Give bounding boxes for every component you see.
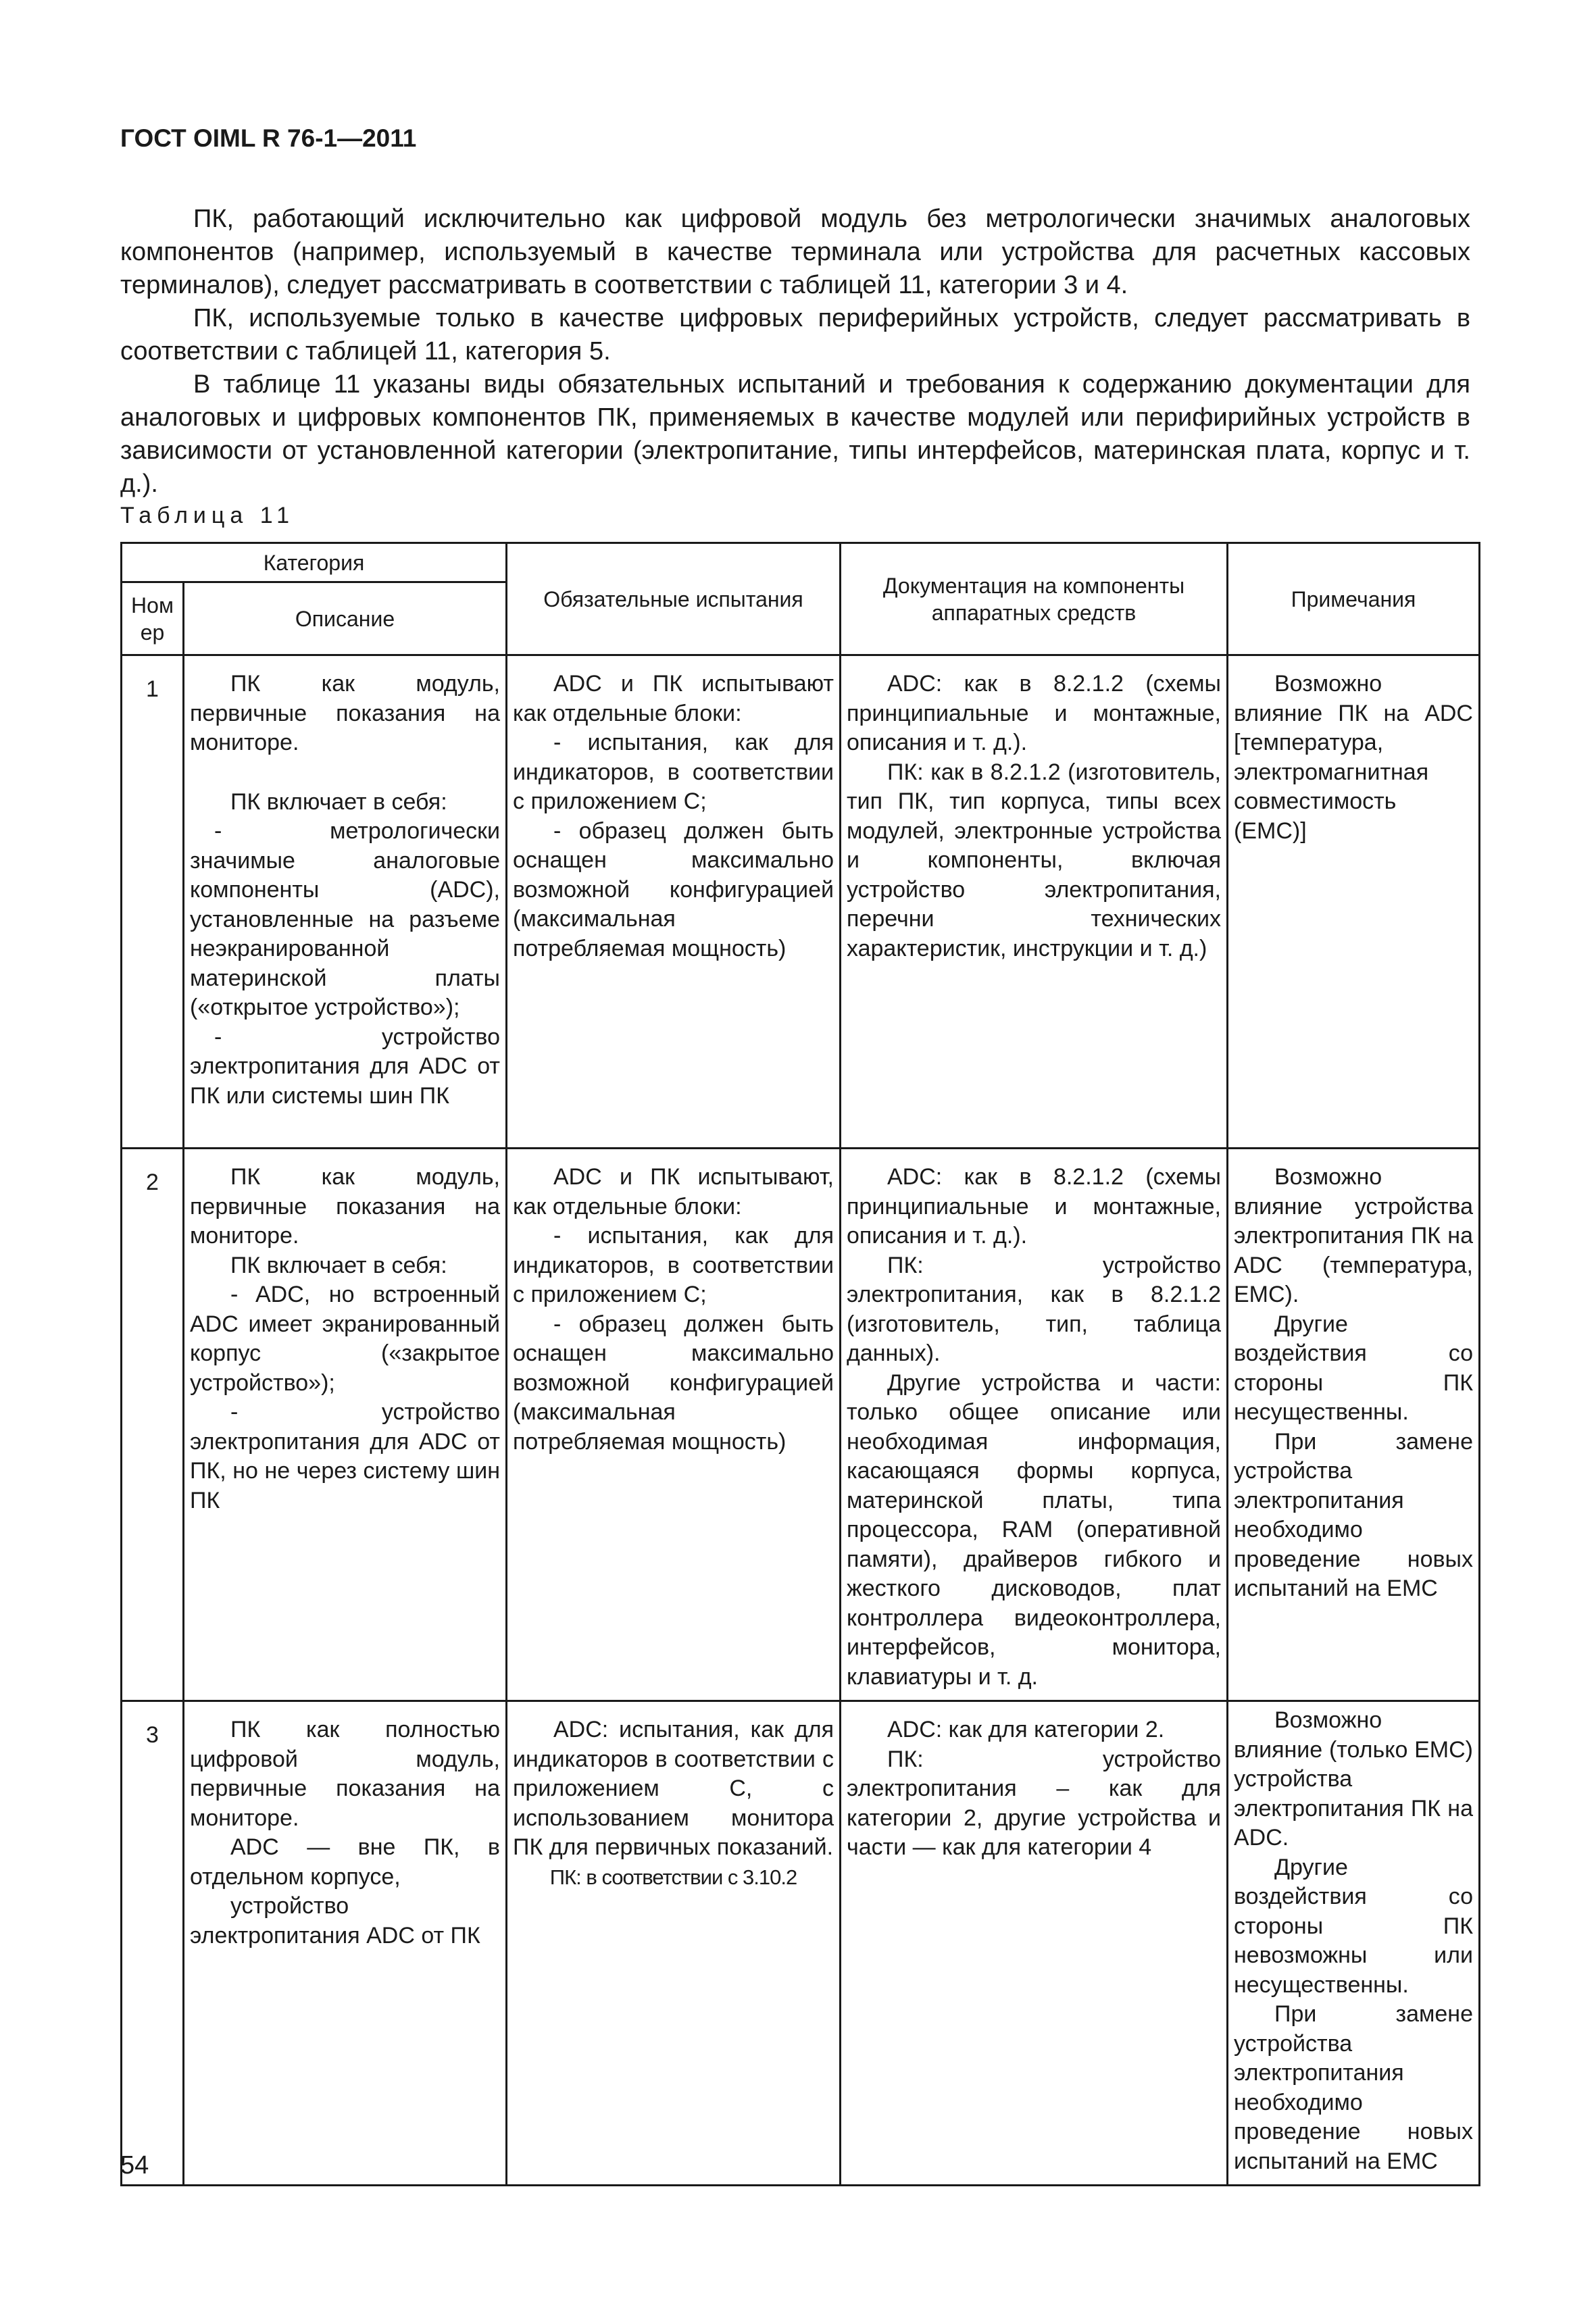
paragraph: В таблице 11 указаны виды обязательных испытаний и требования к содержанию документации для аналоговых и цифровых компонентов ПК, применяемых в качестве модулей или перифирийных устройств в зависимости от установленной категории (электропитание, типы интерфейсов, материнская плата, корпус и т. д.). [120, 370, 1470, 498]
tests-text: - испытания, как для индикаторов, в соответствии с приложением С; [513, 1223, 834, 1307]
header-notes: Примечания [1228, 543, 1480, 655]
notes-cell [1228, 655, 1480, 1149]
description-text: - устройство электропитания для ADC от ПК, но не через систему шин ПК [190, 1399, 500, 1513]
documentation-text: ПК: устройство электропитания, как в 8.2.1.2 (изготовитель, тип, таблица данных). [847, 1252, 1221, 1366]
tests-text: ADC и ПК испытывают, как отдельные блоки: [513, 1164, 834, 1219]
description-cell [184, 655, 507, 1149]
description-text: - ADC, но встроенный ADC имеет экранированный корпус («закрытое устройство»); [190, 1282, 500, 1396]
table-row [122, 1701, 1480, 2186]
tests-cell [507, 1149, 841, 1701]
documentation-cell [841, 655, 1228, 1149]
documentation-cell [841, 1149, 1228, 1701]
documentation-text: ПК: устройство электропитания – как для категории 2, другие устройства и части — как для категории 4 [847, 1746, 1221, 1860]
notes-text: Возможно влияние устройства электропитания ПК на ADC (температура, ЕМС). [1234, 1164, 1473, 1307]
documentation-text: Другие устройства и части: только общее описание или необходимая информация, касающаяся формы корпуса, материнской платы, типа процессора, RAM (оперативной памяти), драйверов гибкого и жесткого дисководов, плат контроллера видеоконтроллера, интерфейсов, монитора, клавиатуры и т. д. [847, 1369, 1221, 1690]
notes-cell [1228, 1701, 1480, 2186]
documentation-text: ADC: как в 8.2.1.2 (схемы принципиальные и монтажные, описания и т. д.). [847, 671, 1221, 755]
notes-cell [1228, 1149, 1480, 1701]
row-number: 3 [122, 1701, 184, 2186]
description-cell [184, 1149, 507, 1701]
tests-text: - образец должен быть оснащен максимально возможной конфигурацией (максимальная потребляемая мощность) [513, 818, 834, 961]
tests-text: ПК: в соответствии с 3.10.2 [549, 1865, 797, 1889]
paragraph: ПК, работающий исключительно как цифровой модуль без метрологически значимых аналоговых компонентов (например, используемый в качестве терминала или устройства для расчетных кассовых терминалов), следует рассматривать в соответствии с таблицей 11, категории 3 и 4. [120, 205, 1470, 299]
notes-text: Возможно влияние (только ЕМС) устройства электропитания ПК на ADC. [1234, 1707, 1473, 1851]
description-text: ПК как модуль, первичные показания на мониторе. [190, 1164, 500, 1249]
notes-text: Другие воздействия со стороны ПК несущественны. [1234, 1311, 1473, 1425]
header-tests: Обязательные испытания [507, 543, 841, 655]
intro-text [120, 203, 1470, 501]
notes-text: При замене устройства электропитания необходимо проведение новых испытаний на ЕМС [1234, 2001, 1473, 2174]
header-documentation: Документация на компоненты аппаратных средств [841, 543, 1228, 655]
tests-cell [507, 655, 841, 1149]
notes-text: Другие воздействия со стороны ПК невозможны или несущественны. [1234, 1854, 1473, 1998]
table-row [122, 655, 1480, 1149]
tests-text: ADC: испытания, как для индикаторов в соответствии с приложением С, с использованием монитора ПК для первичных показаний. [513, 1717, 834, 1860]
tests-text: ADC и ПК испытывают как отдельные блоки: [513, 671, 834, 726]
tests-cell [507, 1701, 841, 2186]
description-text: ADC — вне ПК, в отдельном корпусе, [190, 1834, 500, 1890]
documentation-text: ПК: как в 8.2.1.2 (изготовитель, тип ПК, тип корпуса, типы всех модулей, электронные устройства и компоненты, включая устройство электропитания, перечни технических характеристик, инструкции и т. д.) [847, 759, 1221, 961]
tests-text: - испытания, как для индикаторов, в соответствии с приложением С; [513, 730, 834, 814]
table-row [122, 1149, 1480, 1701]
documentation-text: ADC: как для категории 2. [887, 1717, 1165, 1742]
description-cell [184, 1701, 507, 2186]
tests-text: - образец должен быть оснащен максимально возможной конфигурацией (максимальная потребляемая мощность) [513, 1311, 834, 1455]
row-number: 2 [122, 1149, 184, 1701]
description-text: ПК как полностью цифровой модуль, первичные показания на мониторе. [190, 1717, 500, 1831]
description-text: - устройство электропитания для ADC от ПК или системы шин ПК [190, 1024, 500, 1109]
header-number: Номер [122, 582, 184, 655]
page-number: 54 [120, 2151, 149, 2180]
header-description: Описание [184, 582, 507, 655]
table-11 [120, 542, 1480, 2186]
header-category: Категория [122, 543, 507, 582]
table-caption: Таблица 11 [120, 503, 295, 528]
description-text: ПК включает в себя: [230, 1252, 447, 1278]
description-text: ПК как модуль, первичные показания на мониторе. [190, 671, 500, 755]
description-text: устройство электропитания ADC от ПК [190, 1893, 480, 1948]
row-number: 1 [122, 655, 184, 1149]
documentation-cell [841, 1701, 1228, 2186]
notes-text: При замене устройства электропитания необходимо проведение новых испытаний на ЕМС [1234, 1428, 1473, 1601]
documentation-text: ADC: как в 8.2.1.2 (схемы принципиальные и монтажные, описания и т. д.). [847, 1164, 1221, 1249]
document-header: ГОСТ OIML R 76-1—2011 [120, 124, 417, 152]
notes-text: Возможно влияние ПК на ADC [температура, электромагнитная совместимость (ЕМС)] [1234, 671, 1473, 844]
description-text: ПК включает в себя: [230, 788, 447, 815]
description-text: - метрологически значимые аналоговые компоненты (ADC), установленные на разъеме неэкранированной материнской платы («открытое устройство»); [190, 818, 500, 1020]
table-header [122, 543, 1480, 655]
paragraph: ПК, используемые только в качестве цифровых периферийных устройств, следует рассматривать в соответствии с таблицей 11, категория 5. [120, 304, 1470, 366]
